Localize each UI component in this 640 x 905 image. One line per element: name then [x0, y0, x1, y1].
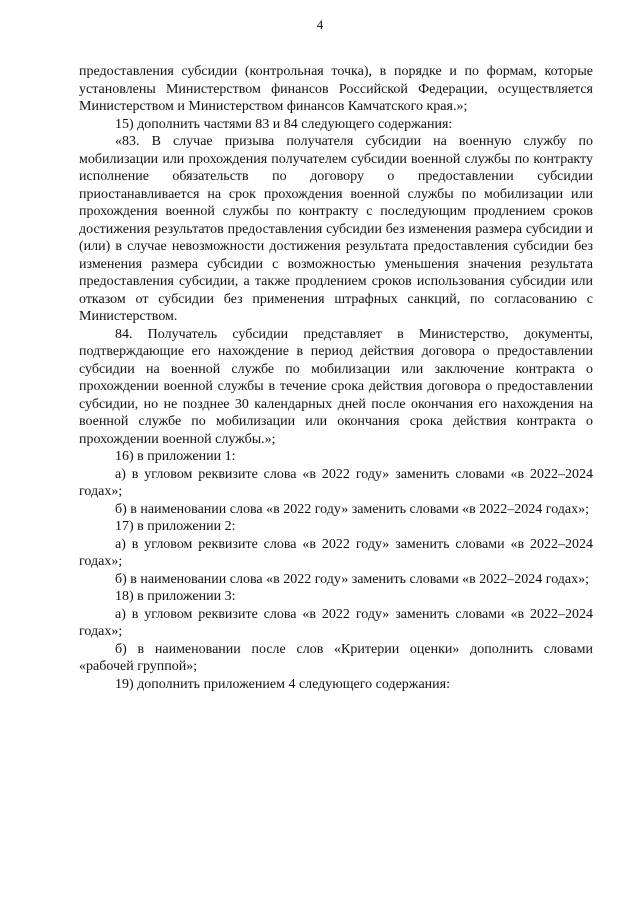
paragraph-item-18a: а) в угловом реквизите слова «в 2022 году» заменить словами «в 2022–2024 годах»;	[79, 606, 593, 639]
paragraph-item-17b: б) в наименовании слова «в 2022 году» заменить словами «в 2022–2024 годах»;	[115, 571, 590, 587]
paragraph-part-84: 84. Получатель субсидии представляет в Министерство, документы, подтверждающие его нахождение в период действия договора о предоставлении субсидии на военной службе по мобилизации или заключение контракта о прохождении военной службы в течение срока действия договора о предоставлении субсидии, но не позднее 30 календарных дней после окончания его нахождения на военной службе по мобилизации или окончания срока действия контракта о прохождении военной службы.»;	[79, 326, 593, 447]
paragraph-item-16: 16) в приложении 1:	[115, 449, 236, 464]
paragraph-item-15: 15) дополнить частями 83 и 84 следующего содержания:	[115, 116, 453, 132]
paragraph-item-16a: а) в угловом реквизите слова «в 2022 году» заменить словами «в 2022–2024 годах»;	[79, 466, 593, 499]
paragraph-item-16b: б) в наименовании слова «в 2022 году» заменить словами «в 2022–2024 годах»;	[115, 501, 590, 517]
paragraph-item-17: 17) в приложении 2:	[115, 519, 236, 534]
paragraph-item-18b: б) в наименовании после слов «Критерии оценки» дополнить словами «рабочей группой»;	[79, 641, 593, 674]
paragraph-continuation: предоставления субсидии (контрольная точка), в порядке и по формам, которые установлены Министерством финансов Российской Федерации, осуществляется Министерством и Министерством финансов Камчатского края.»;	[79, 64, 593, 114]
paragraph-item-19: 19) дополнить приложением 4 следующего содержания:	[115, 676, 450, 692]
document-body	[79, 63, 593, 693]
paragraph-item-17a: а) в угловом реквизите слова «в 2022 году» заменить словами «в 2022–2024 годах»;	[79, 536, 593, 569]
paragraph-item-18: 18) в приложении 3:	[115, 589, 236, 604]
paragraph-part-83: «83. В случае призыва получателя субсидии на военную службу по мобилизации или прохождения получателем субсидии военной службы по контракту исполнение обязательств по договору о предоставлении субсидии приостанавливается на срок прохождения военной службы по мобилизации или прохождения военной службы по контракту с последующим продлением сроков достижения результатов предоставления субсидии без изменения размера субсидии и (или) в случае невозможности достижения результата предоставления субсидии без изменения размера субсидии с возможностью уменьшения значения результата предоставления субсидии, а также продлением сроков использования субсидии или отказом от субсидии без применения штрафных санкций, по согласованию с Министерством.	[79, 134, 593, 324]
page-number: 4	[316, 17, 324, 32]
